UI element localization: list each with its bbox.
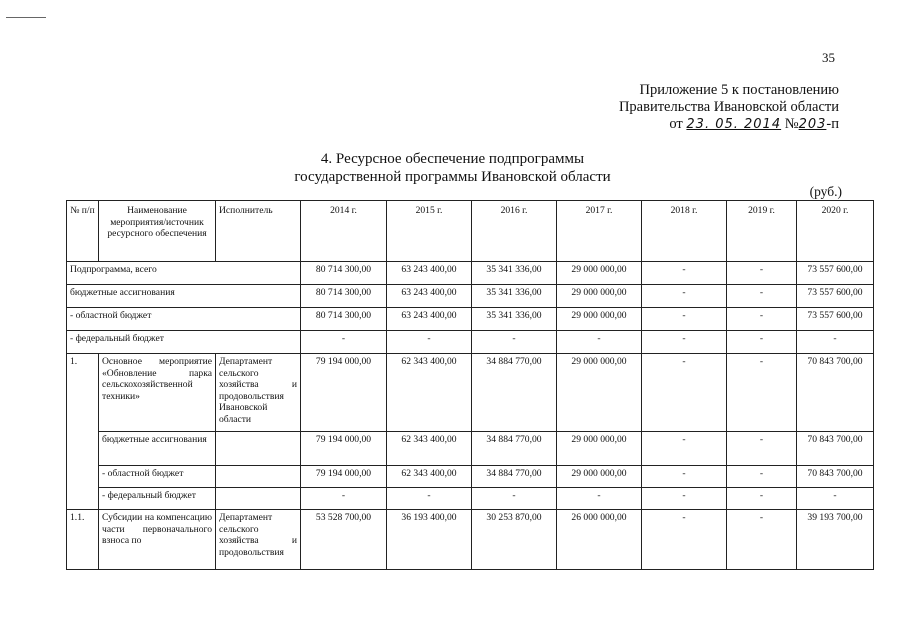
row-executor [216,466,301,488]
cell-2014: - [301,488,387,510]
cell-2017: - [557,488,642,510]
cell-2016: - [472,488,557,510]
cell-2015: 62 343 400,00 [387,466,472,488]
row-executor: Департамент сельского хозяйства и продовольствия Ивановской области [216,354,301,432]
cell-2017: 29 000 000,00 [557,354,642,432]
cell-2018: - [642,285,727,308]
title-line-1: 4. Ресурсное обеспечение подпрограммы [320,151,585,167]
cell-2016: 34 884 770,00 [472,466,557,488]
row-number: 1.1. [67,510,99,570]
row-name: бюджетные ассигнования [67,285,301,308]
cell-2015: 63 243 400,00 [387,262,472,285]
cell-2016: 30 253 870,00 [472,510,557,570]
cell-2014: 80 714 300,00 [301,262,387,285]
table-row [67,488,874,510]
cell-2019: - [727,285,797,308]
cell-2019: - [727,488,797,510]
cell-2015: 63 243 400,00 [387,308,472,331]
cell-2015: 36 193 400,00 [387,510,472,570]
cell-2020: 73 557 600,00 [797,285,874,308]
number-suffix: -п [826,116,839,132]
from-label: от [669,116,683,132]
cell-2014: 80 714 300,00 [301,308,387,331]
row-executor [216,488,301,510]
cell-2016: - [472,331,557,354]
cell-2014: 79 194 000,00 [301,354,387,432]
cell-2016: 35 341 336,00 [472,262,557,285]
header-name: Наименование мероприятия/источник ресурсного обеспечения [99,201,216,262]
cell-2014: 79 194 000,00 [301,466,387,488]
row-name: - федеральный бюджет [99,488,216,510]
cell-2020: - [797,331,874,354]
cell-2018: - [642,308,727,331]
cell-2015: 62 343 400,00 [387,354,472,432]
table-row [67,354,874,432]
cell-2019: - [727,510,797,570]
row-name: - областной бюджет [67,308,301,331]
resource-table [66,200,874,570]
cell-2016: 34 884 770,00 [472,432,557,466]
header-2016: 2016 г. [472,201,557,262]
page-number: 35 [822,50,835,65]
cell-2015: - [387,331,472,354]
row-name: - областной бюджет [99,466,216,488]
row-name: бюджетные ассигнования [99,432,216,466]
cell-2018: - [642,331,727,354]
cell-2020: 70 843 700,00 [797,432,874,466]
table-row [67,262,874,285]
cell-2018: - [642,510,727,570]
cell-2018: - [642,466,727,488]
cell-2014: 53 528 700,00 [301,510,387,570]
cell-2017: 29 000 000,00 [557,432,642,466]
cell-2017: 29 000 000,00 [557,308,642,331]
cell-2020: 73 557 600,00 [797,262,874,285]
cell-2016: 35 341 336,00 [472,308,557,331]
currency-unit: (руб.) [809,184,842,199]
header-2020: 2020 г. [797,201,874,262]
header-executor: Исполнитель [216,201,301,262]
cell-2015: - [387,488,472,510]
cell-2014: - [301,331,387,354]
cell-2018: - [642,354,727,432]
cell-2018: - [642,262,727,285]
row-name: Подпрограмма, всего [67,262,301,285]
cell-2014: 79 194 000,00 [301,432,387,466]
cell-2019: - [727,308,797,331]
cell-2015: 63 243 400,00 [387,285,472,308]
appendix-line-1: Приложение 5 к постановлению [639,82,839,98]
appendix-block [619,82,839,133]
row-number: 1. [67,354,99,510]
header-2017: 2017 г. [557,201,642,262]
cell-2016: 35 341 336,00 [472,285,557,308]
header-num: № п/п [67,201,99,262]
cell-2020: 73 557 600,00 [797,308,874,331]
cell-2018: - [642,432,727,466]
cell-2019: - [727,262,797,285]
cell-2018: - [642,488,727,510]
row-executor [216,432,301,466]
cell-2017: - [557,331,642,354]
document-title [0,150,905,186]
appendix-line-3 [619,116,839,133]
cell-2019: - [727,432,797,466]
cell-2020: 70 843 700,00 [797,466,874,488]
row-name: Субсидии на компенсацию части первоначального взноса по [99,510,216,570]
table-row [67,331,874,354]
handwritten-date: 23. 05. 2014 [686,117,782,132]
header-2019: 2019 г. [727,201,797,262]
table-row [67,432,874,466]
header-2018: 2018 г. [642,201,727,262]
number-label: № [784,116,799,132]
row-name: Основное мероприятие «Обновление парка сельскохозяйственной техники» [99,354,216,432]
cell-2014: 80 714 300,00 [301,285,387,308]
cell-2019: - [727,466,797,488]
table-row [67,285,874,308]
cell-2017: 26 000 000,00 [557,510,642,570]
table-row [67,308,874,331]
cell-2019: - [727,331,797,354]
cell-2017: 29 000 000,00 [557,285,642,308]
row-name: - федеральный бюджет [67,331,301,354]
title-line-2: государственной программы Ивановской области [294,169,611,185]
cell-2017: 29 000 000,00 [557,466,642,488]
table-row [67,466,874,488]
cell-2017: 29 000 000,00 [557,262,642,285]
handwritten-number: 203 [798,117,827,132]
header-2015: 2015 г. [387,201,472,262]
cell-2020: 70 843 700,00 [797,354,874,432]
table-row [67,510,874,570]
header-2014: 2014 г. [301,201,387,262]
table-header-row [67,201,874,262]
appendix-line-2: Правительства Ивановской области [618,99,839,115]
cell-2020: 39 193 700,00 [797,510,874,570]
cell-2015: 62 343 400,00 [387,432,472,466]
top-rule [6,17,46,18]
cell-2019: - [727,354,797,432]
cell-2016: 34 884 770,00 [472,354,557,432]
row-executor: Департамент сельского хозяйства и продовольствия [216,510,301,570]
cell-2020: - [797,488,874,510]
